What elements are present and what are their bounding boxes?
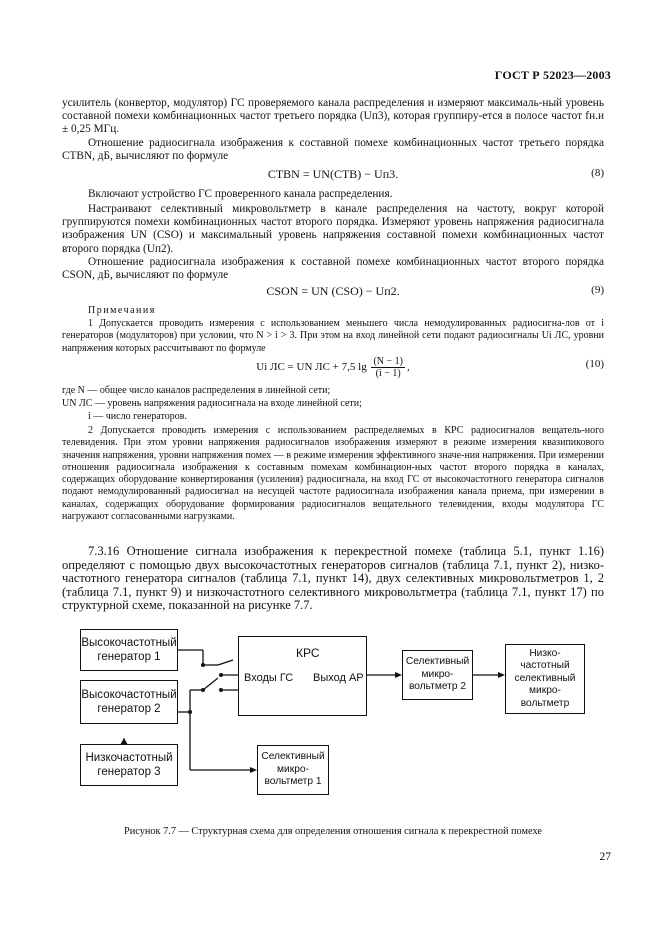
selective-microvoltmeter-1-box: [257, 745, 329, 795]
hf-generator-1-box: [80, 629, 178, 671]
hf-generator-2-line-1: Высокочастотный: [81, 689, 177, 701]
hf-generator-2-box: [80, 680, 178, 724]
lf-generator-3-line-1: Низкочастотный: [85, 752, 173, 764]
formula-9-number: (9): [591, 284, 604, 296]
where-line-3: i — число генераторов.: [88, 411, 187, 422]
hf-generator-2-line-2: генератор 2: [97, 703, 161, 715]
hf-generator-1-line-2: генератор 1: [97, 651, 161, 663]
formula-10-lhs: Ui ЛС = UN ЛС + 7,5 lg: [256, 361, 367, 374]
figure-caption: Рисунок 7.7 — Структурная схема для определения отношения сигнала к перекрестной помехе: [124, 826, 542, 837]
paragraph-cso-intro: Отношение радиосигнала изображения к составной помехе комбинационных частот второго порядка CSON, дБ, вычисляют по формуле: [62, 256, 604, 282]
svm1-line-1: Селективный: [261, 751, 325, 763]
lf-svm-line-4: микро-: [529, 685, 561, 697]
formula-8-expression: CTBN = UN(CTB) − Uп3.: [267, 167, 399, 181]
document-header: ГОСТ Р 52023—2003: [494, 68, 611, 82]
page-number: 27: [599, 851, 611, 863]
lf-svm-line-2: частотный: [520, 660, 570, 672]
lf-svm-line-3: селективный: [514, 672, 576, 684]
svm2-line-2: микро-: [421, 668, 454, 680]
selective-microvoltmeter-2-box: [402, 650, 473, 700]
paragraph-switch-on: Включают устройство ГС проверенного канала распределения.: [88, 188, 393, 200]
where-line-1: где N — общее число каналов распределения в линейной сети;: [62, 385, 331, 396]
krs-input-label: Входы ГС: [244, 672, 294, 684]
paragraph-ctb-intro: Отношение радиосигнала изображения к составной помехе комбинационных частот третьего порядка CTBN, дБ, вычисляют по формуле: [62, 137, 604, 163]
note-1: 1 Допускается проводить измерения с использованием меньшего числа немодулированных радиосигна-лов от i генераторов (модуляторов) при условии, что N > i > 3. При этом на вход линейной сети подают радиосигналы Ui ЛС, уровни напряжения которых рассчитывают по формуле: [62, 318, 604, 354]
svm1-line-3: вольтметр 1: [264, 776, 322, 788]
formula-10-number: (10): [585, 358, 604, 370]
svm2-line-3: вольтметр 2: [408, 681, 467, 693]
lf-generator-3-box: [80, 744, 178, 786]
lf-generator-3-line-2: генератор 3: [97, 766, 161, 778]
svm1-line-2: микро-: [277, 763, 309, 775]
notes-title: Примечания: [88, 305, 156, 316]
formula-10-numerator: (N − 1): [373, 356, 403, 367]
paragraph-continuation: усилитель (конвертор, модулятор) ГС проверяемого канала распределения и измеряют максималь-ный уровень составной помехи комбинационных частот третьего порядка (Uп3), которая группиру-ется в полосе частот fн.и ± 0,25 МГц.: [62, 97, 604, 136]
krs-output-label: Выход АР: [313, 672, 364, 684]
lf-svm-line-1: Низко-: [529, 647, 561, 659]
note-2: 2 Допускается проводить измерения с использованием распределяемых в КРС радиосигналов вещатель-ного телевидения. При этом уровни напряжения радиосигналов изображения измеряют в режиме измерения квазипикового значения напряжения, уровни напряжения помех — в режиме измерения эффективного значе-ния напряжения. При измерении отношения радиосигнала изображения к составным помехам комбинацион-ных частот второго порядка в каналах, содержащих оборудование конвертирования (усиления) радиосигнала, на вход ГС от высокочастотного генератора сигналов подают немодулированный радиосигнал на несущей частоте радиосигнала изображения канала приема, при измерении в каналах, содержащих оборудование формирования радиосигналов вещательного телевидения, входы модулятора ГС нагружают согласованными нагрузками.: [62, 425, 604, 523]
paragraph-tune-voltmeter: Настраивают селективный микровольтметр в канале распределения на частоту, вокруг которой группируются помехи комбинационных частот второго порядка. Измеряют уровень напряжения радиосигнала изображения UN (CSO) и максимальный уровень напряжения составной помехи комбинационных частот второго порядка (Uп2).: [62, 203, 604, 255]
lf-svm-line-5: вольтметр: [520, 697, 570, 709]
formula-10-denominator: (i − 1): [375, 368, 401, 379]
svm2-line-1: Селективный: [405, 656, 470, 668]
formula-10-tail: ,: [406, 361, 410, 374]
section-7-3-16: 7.3.16 Отношение сигнала изображения к перекрестной помехе (таблица 5.1, пункт 1.16) определяют с помощью двух высокочастотных генераторов сигналов (таблица 7.1, пункт 2), низко-частотного генератора сигналов (таблица 7.1, пункт 14), двух селективных микровольтметров 1, 2 (таблица 7.1, пункт 9) и низкочастотного селективного микровольтметра (таблица 7.1, пункт 17) по структурной схеме, показанной на рисунке 7.7.: [62, 544, 604, 613]
krs-title: КРС: [296, 646, 320, 660]
where-line-2: UN ЛС — уровень напряжения радиосигнала на входе линейной сети;: [62, 398, 362, 409]
lf-selective-microvoltmeter-box: [505, 644, 585, 714]
hf-generator-1-line-1: Высокочастотный: [81, 637, 177, 649]
formula-8-number: (8): [591, 167, 604, 179]
formula-9-expression: CSON = UN (CSO) − Uп2.: [266, 284, 400, 298]
